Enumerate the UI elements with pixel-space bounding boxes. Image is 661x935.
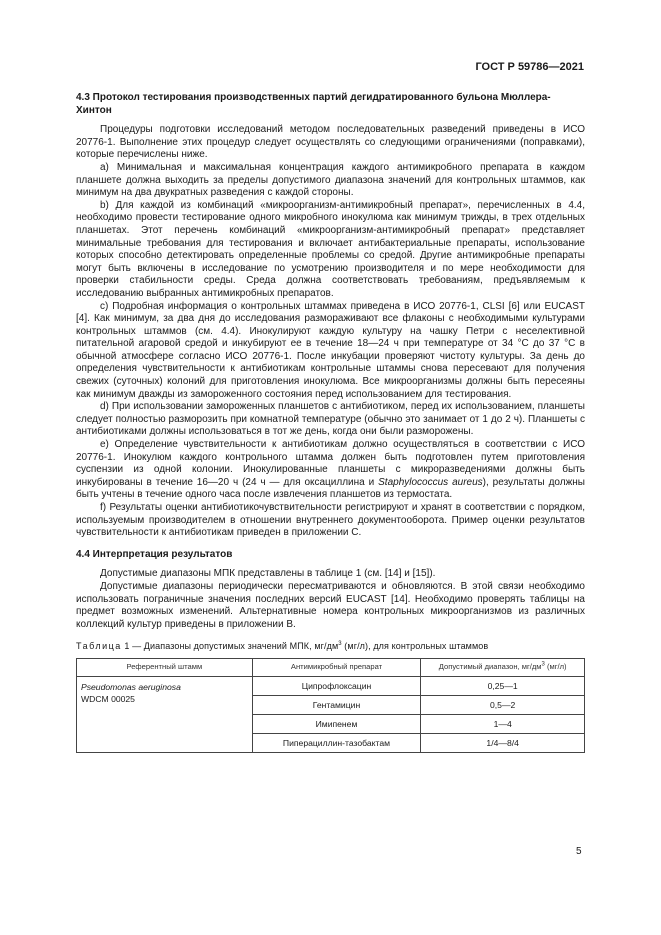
item-e [76, 439, 585, 502]
strain-species: Pseudomonas aeruginosa [81, 681, 181, 692]
table-caption [76, 640, 585, 653]
table-row [77, 676, 585, 695]
drug-cell: Имипенем [252, 714, 421, 733]
table-header-row [77, 658, 585, 676]
item-e-species: Staphylococcus aureus [378, 476, 483, 488]
header-range [421, 658, 585, 676]
range-cell: 1/4—8/4 [421, 733, 585, 752]
section-4-3-title: 4.3 Протокол тестирования производственных партий дегидратированного бульона Мюллера-Хинтон [76, 92, 551, 116]
drug-cell: Гентамицин [252, 695, 421, 714]
range-cell: 0,5—2 [421, 695, 585, 714]
item-e-text-2: ), результаты должны быть учтены в течение одного часа после извлечения планшетов из термостата. [76, 476, 585, 501]
section-4-3-intro: Процедуры подготовки исследований методом последовательных разведений приведены в ИСО 20776-1. Выполнение этих процедур следует осуществлять со следующими ограничениями (поправками), которые перечислены ниже. [76, 124, 585, 161]
table-caption-sup: 3 [338, 641, 342, 648]
section-4-4-para-1: Допустимые диапазоны МПК представлены в таблице 1 (см. [14] и [15]). [100, 568, 436, 580]
range-cell: 0,25—1 [421, 676, 585, 695]
reference-strain-cell [77, 676, 253, 752]
drug-cell: Ципрофлоксацин [252, 676, 421, 695]
strain-code: WDCM 00025 [81, 693, 135, 704]
table-caption-text: 1 — Диапазоны допустимых значений МПК, мг/дм [121, 641, 339, 652]
section-4-4-title: 4.4 Интерпретация результатов [76, 548, 233, 560]
item-e-text-1: e) Определение чувствительности к антибиотикам должно осуществляться в соответствии с ИСО 20776-1. Инокулюм каждого контрольного штамма должен быть подготовлен путем приготовления суспензии из одной колонии. Инокулированные планшеты с микроразведениями должны быть инкубированы в течение 16—20 ч (24 ч — для оксациллина и [76, 439, 585, 488]
drug-cell: Пиперациллин-тазобактам [252, 733, 421, 752]
section-4-4-para-2: Допустимые диапазоны периодически пересматриваются и обновляются. В этой связи необходимо использовать пограничные значения последних версий EUCAST [14]. Необходимо проверять таблицы на предмет возможных изменений. Альтернативные номера контрольных микроорганизмов из различных коллекций культур приведены в приложении В. [76, 580, 585, 630]
table-caption-text-end: (мг/л), для контрольных штаммов [341, 641, 489, 652]
header-range-sup: 3 [541, 661, 545, 668]
table-caption-word: Таблица [76, 641, 122, 652]
header-antimicrobial: Антимикробный препарат [252, 658, 421, 676]
item-b: b) Для каждой из комбинаций «микроорганизм-антимикробный препарат», перечисленных в 4.4, необходимо провести тестирование одного микробного инокулюма как минимум трижды, в трех отдельных планшетах. Этот перечень комбинаций «микроорганизм-антимикробный препарат» представляет минимальные требования для тестирования и включает антибактериальные препараты, использование которых способно детектировать определенные проблемы со средой. Другие антимикробные препараты могут быть включены в исследование по усмотрению производителя и по мере необходимости для проверки стабильности среды. Среда должна соответствовать требованиям, предъявляемым к исследованию выбранных антимикробных препаратов. [76, 199, 585, 299]
header-reference-strain: Референтный штамм [77, 658, 253, 676]
page-number: 5 [576, 846, 582, 857]
item-a: a) Минимальная и максимальная концентрация каждого антимикробного препарата в каждом планшете должна выходить за пределы допустимого диапазона значений для контрольных штаммов, как минимум на два двукратных разведения с каждой стороны. [76, 161, 585, 199]
mic-ranges-table [76, 658, 585, 753]
header-range-text: Допустимый диапазон, мг/дм [438, 662, 542, 672]
range-cell: 1—4 [421, 714, 585, 733]
item-d: d) При использовании замороженных планшетов с антибиотиком, перед их использованием, планшеты следует полностью разморозить при комнатной температуре (обычно это занимает от 1 до 2 ч). Планшеты с антибиотиками должны использоваться в тот же день, когда они были разморожены. [76, 401, 585, 438]
page-content [76, 92, 585, 753]
item-c: c) Подробная информация о контрольных штаммах приведена в ИСО 20776-1, CLSI [6] или EUCAST [4]. Как минимум, за два дня до исследования размораживают все флаконы с необходимыми культурами контрольных штаммов (см. 4.4). Инокулируют каждую культуру на чашку Петри с неселективной питательной агаровой средой и инкубируют ее в течение 18—24 ч при температуре от 34 °C до 37 °C в обычной атмосфере согласно ИСО 20776-1. После инкубации проверяют чистоту культуры. За день до определения чувствительности к антибиотикам контрольные штаммы снова пересевают для получения свежих (суточных) колоний для приготовления инокулюма. Все микроорганизмы должны быть пересеяны как минимум дважды из замороженного состояния перед использованием для тестирования. [76, 300, 585, 400]
header-range-unit: (мг/л) [544, 662, 567, 672]
item-f: f) Результаты оценки антибиотикочувствительности регистрируют и хранят в соответствии с порядком, используемым производителем в отношении внутреннего документооборота. Пример оценки результатов чувствительности к антибиотикам приведен в приложении С. [76, 502, 585, 539]
standard-code: ГОСТ Р 59786—2021 [475, 61, 584, 73]
